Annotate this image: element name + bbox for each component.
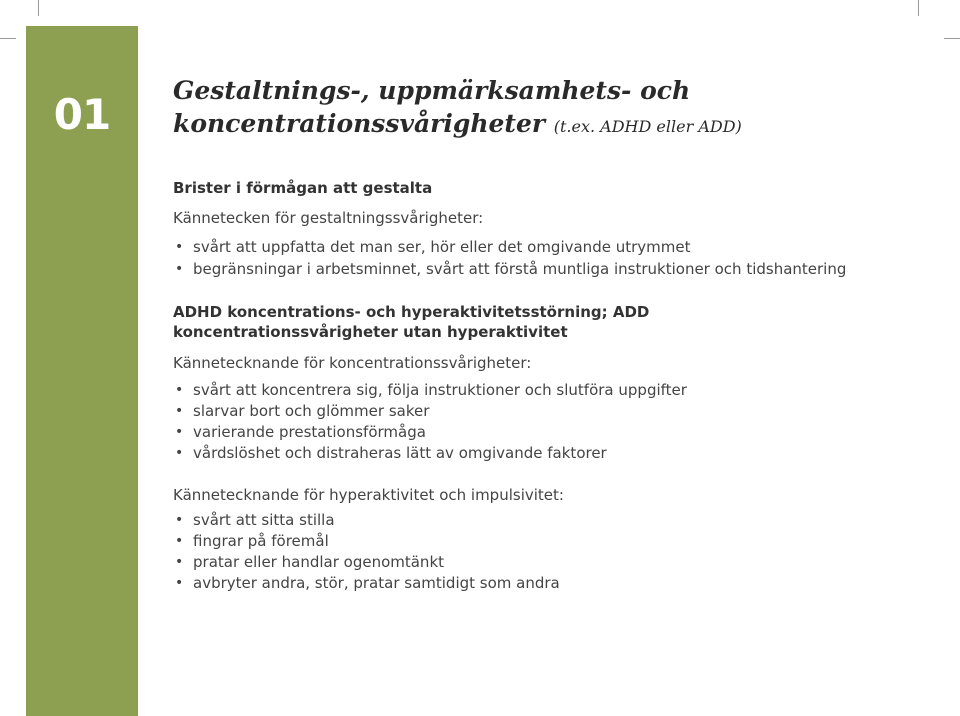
list-item: • begränsningar i arbetsminnet, svårt att förstå muntliga instruktioner och tidshantering bbox=[175, 260, 847, 278]
bullet-icon: • bbox=[175, 554, 184, 570]
crop-mark-top-right-v bbox=[918, 0, 919, 16]
chapter-sidebar bbox=[26, 26, 138, 716]
crop-mark-top-left-v bbox=[38, 0, 39, 16]
chapter-number: 01 bbox=[53, 90, 111, 139]
bullet-icon: • bbox=[175, 403, 184, 419]
bullet-icon: • bbox=[175, 382, 184, 398]
section-label: Kännetecknande för koncentrationssvårigheter: bbox=[173, 354, 532, 372]
section-gestalt bbox=[173, 178, 913, 280]
bullet-list bbox=[173, 510, 913, 594]
list-item: • vårdslöshet och distraheras lätt av omgivande faktorer bbox=[175, 444, 607, 462]
list-item: • slarvar bort och glömmer saker bbox=[175, 402, 430, 420]
title-line-2 bbox=[173, 107, 933, 143]
list-item: • fingrar på föremål bbox=[175, 532, 329, 550]
list-item: • avbryter andra, stör, pratar samtidigt som andra bbox=[175, 574, 560, 592]
crop-mark-top-left-h bbox=[0, 38, 16, 39]
page-title bbox=[173, 74, 933, 143]
bullet-list bbox=[173, 380, 913, 464]
section-label: Kännetecknande för hyperaktivitet och impulsivitet: bbox=[173, 486, 564, 504]
bullet-icon: • bbox=[175, 424, 184, 440]
crop-mark-top-right-h bbox=[944, 38, 960, 39]
list-item: • svårt att uppfatta det man ser, hör eller det omgivande utrymmet bbox=[175, 238, 691, 256]
bullet-icon: • bbox=[175, 575, 184, 591]
list-item: • svårt att koncentrera sig, följa instruktioner och slutföra uppgifter bbox=[175, 381, 687, 399]
bullet-icon: • bbox=[175, 445, 184, 461]
bullet-list bbox=[173, 236, 913, 280]
title-line-2-main: koncentrationssvårigheter bbox=[173, 109, 546, 138]
bullet-icon: • bbox=[175, 261, 184, 277]
bullet-icon: • bbox=[175, 239, 184, 255]
list-item: • pratar eller handlar ogenomtänkt bbox=[175, 553, 445, 571]
section-heading: ADHD koncentrations- och hyperaktivitetsstörning; ADD koncentrationssvårigheter utan hyperaktivitet bbox=[173, 303, 650, 341]
section-adhd bbox=[173, 302, 913, 464]
section-hyperactivity bbox=[173, 484, 913, 594]
bullet-icon: • bbox=[175, 533, 184, 549]
title-line-1: Gestaltnings-, uppmärksamhets- och bbox=[173, 76, 691, 105]
section-heading: Brister i förmågan att gestalta bbox=[173, 179, 433, 197]
list-item: • varierande prestationsförmåga bbox=[175, 423, 426, 441]
title-line-2-sub: (t.ex. ADHD eller ADD) bbox=[553, 117, 742, 136]
bullet-icon: • bbox=[175, 512, 184, 528]
section-label: Kännetecken för gestaltningssvårigheter: bbox=[173, 209, 484, 227]
list-item: • svårt att sitta stilla bbox=[175, 511, 335, 529]
